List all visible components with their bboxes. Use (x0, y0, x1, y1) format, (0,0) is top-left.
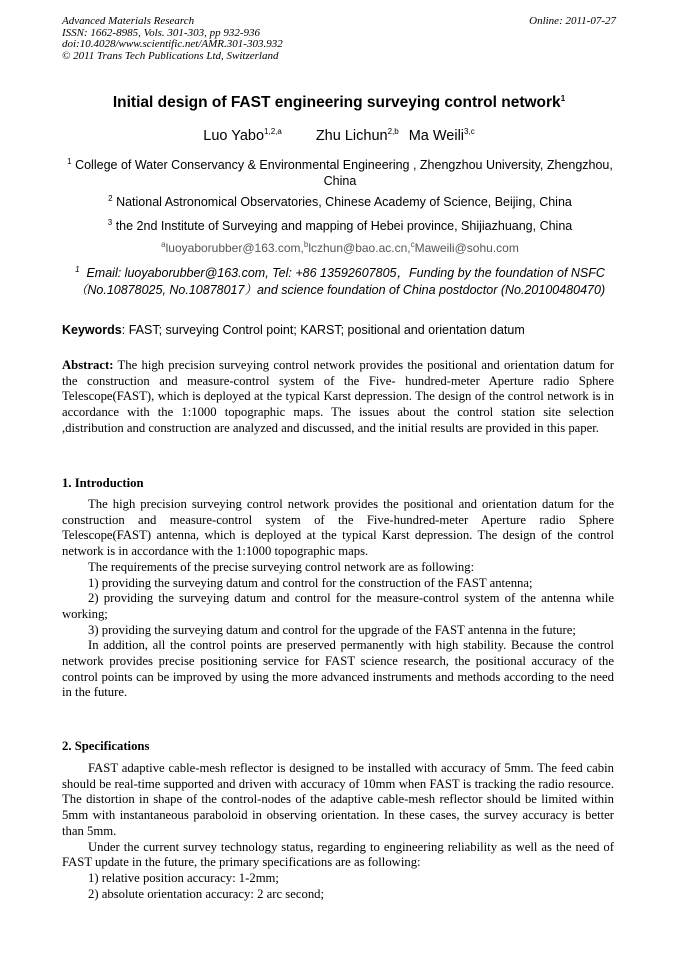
keywords (62, 323, 618, 337)
email-list (62, 241, 618, 255)
section-heading: 2. Specifications (62, 739, 150, 753)
section-body (62, 497, 614, 701)
paper-title (40, 94, 638, 112)
footnote-sup: 1 (75, 264, 80, 274)
funding-footnote (62, 265, 618, 299)
affiliation-sup: 2 (108, 193, 113, 203)
section-heading: 1. Introduction (62, 476, 144, 490)
author (316, 128, 399, 144)
paragraph: The high precision surveying control network provides the positional and orientation datum for the construction and measure-control system of the Five-hundred-meter Aperture radio Sphere Telescope(FAST) antenna, which is deployed at the typical Karst depression. The design of the control network is in accordance with the 1:1000 topographic maps. (62, 497, 614, 559)
email-sup: a (161, 240, 166, 249)
abstract (62, 358, 614, 437)
author-sup: 3,c (464, 127, 475, 137)
paragraph: 1) relative position accuracy: 1-2mm; (88, 870, 279, 885)
keywords-text: : FAST; surveying Control point; KARST; positional and orientation datum (121, 323, 525, 337)
author (409, 128, 475, 144)
author (203, 128, 282, 144)
author-name: Luo Yabo (203, 128, 265, 144)
affiliation (62, 194, 618, 210)
email-sup: c (410, 240, 415, 249)
footnote-line-2: （No.10878025, No.10878017）and science foundation of China postdoctor (No.20100480470) (74, 283, 606, 297)
abstract-label: Abstract: (62, 358, 114, 372)
affiliation-sup: 3 (107, 217, 113, 227)
paragraph: 2) providing the surveying datum and control for the measure-control system of the antenna while working; (62, 591, 614, 621)
footnote-line-1 (62, 265, 618, 282)
paper-title-text: Initial design of FAST engineering surveying control network (112, 94, 561, 111)
affiliation-text: College of Water Conservancy & Environmental Engineering , Zhengzhou University, Zhengzhou, China (75, 158, 613, 188)
affiliation (62, 157, 618, 189)
author-sup: 1,2,a (264, 127, 282, 137)
email-sup: b (303, 240, 309, 249)
paragraph: 3) providing the surveying datum and control for the upgrade of the FAST antenna in the future; (88, 622, 576, 637)
keywords-label: Keywords (62, 323, 122, 337)
paragraph: In addition, all the control points are preserved permanently with high stability. Because the control network provides precise positioning service for FAST science research, the positional accuracy of the control points can be improved by using the more advanced instruments and methods according to the need in the future. (62, 638, 614, 700)
affiliation-text: the 2nd Institute of Surveying and mapping of Hebei province, Shijiazhuang, China (115, 219, 573, 233)
author-name: Zhu Lichun (315, 128, 388, 144)
paper-title-sup: 1 (560, 93, 566, 103)
paragraph: 1) providing the surveying datum and control for the construction of the FAST antenna; (88, 575, 533, 590)
paragraph: FAST adaptive cable-mesh reflector is designed to be installed with accuracy of 5mm. The feed cabin should be real-time supported and driven with accuracy of 10mm when FAST is tracking the radio resource. The distortion in shape of the control-nodes of the adaptive cable-mesh reflector should be limited within 5mm with instantaneous paraboloid in observing orientation. In these cases, the survey accuracy is better than 5mm. (62, 761, 614, 838)
email-link[interactable]: Maweili@sohu.com (414, 241, 519, 255)
journal-header (62, 16, 616, 62)
abstract-text: The high precision surveying control network provides the positional and orientation datum for the construction and measure-control system of the Five- hundred-meter Aperture radio Sphere Telescope(FAST), which is deployed at the typical Karst depression. The design of the control network is in accordance with the 1:1000 topographic maps. The issues about the control station site selection ,distribution and construction are analyzed and discussed, and the initial results are provided in this paper. (62, 358, 614, 435)
affiliation-sup: 1 (67, 156, 72, 166)
journal-name: Advanced Materials Research (62, 15, 195, 27)
issn-line: ISSN: 1662-8985, Vols. 301-303, pp 932-936 (62, 26, 260, 39)
copyright-line: © 2011 Trans Tech Publications Ltd, Switzerland (62, 49, 279, 62)
footnote-text: Email: luoyaborubber@163.com, Tel: +86 13592607805，Funding by the foundation of NSFC (86, 266, 605, 280)
affiliation-text: National Astronomical Observatories, Chinese Academy of Science, Beijing, China (116, 195, 572, 209)
author-list (40, 128, 638, 144)
email-link[interactable]: lczhun@bao.ac.cn, (308, 241, 411, 255)
author-sup: 2,b (387, 127, 399, 137)
paragraph: The requirements of the precise surveying control network are as following: (88, 559, 475, 574)
affiliation (62, 218, 618, 234)
paragraph: Under the current survey technology status, regarding to engineering reliability as well as the need of FAST update in the future, the primary specifications are as following: (62, 839, 614, 870)
paragraph: 2) absolute orientation accuracy: 2 arc second; (88, 886, 325, 901)
author-name: Ma Weili (408, 128, 465, 144)
section-body (62, 761, 614, 902)
online-date: Online: 2011-07-27 (529, 15, 616, 27)
doi-line: doi:10.4028/www.scientific.net/AMR.301-303.932 (62, 38, 283, 50)
email-link[interactable]: luoyaborubber@163.com, (165, 241, 304, 255)
